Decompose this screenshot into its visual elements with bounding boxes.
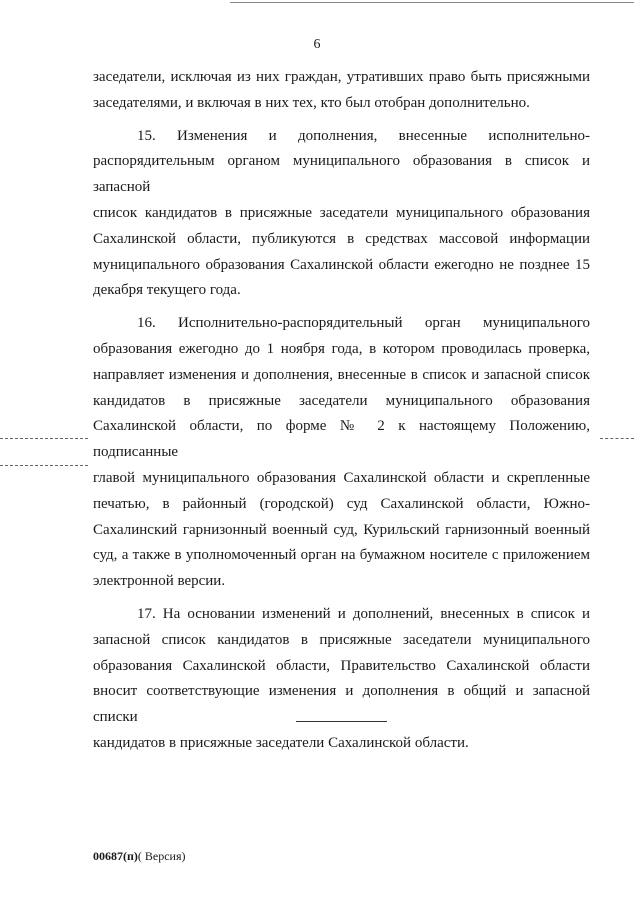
item15-line: 15. Изменения и дополнения, внесенные исполнительно- bbox=[137, 127, 590, 144]
item16-line: направляет изменения и дополнения, внесенные в список и запасной список bbox=[93, 366, 590, 383]
scan-fold-mark-left bbox=[0, 465, 88, 466]
continuation-line: заседателями, и включая в них тех, кто был отобран дополнительно. bbox=[93, 94, 530, 111]
continuation-line: заседатели, исключая из них граждан, утративших право быть присяжными bbox=[93, 69, 590, 85]
item17-line: запасной список кандидатов в присяжные заседатели муниципального bbox=[93, 631, 590, 648]
item16-line: Сахалинской области, по форме № 2 к настоящему Положению, подписанные bbox=[93, 418, 590, 461]
version-label: ( Версия) bbox=[137, 849, 186, 863]
scan-fold-mark-right bbox=[600, 438, 634, 439]
page-number: 6 bbox=[313, 37, 321, 52]
item16-line: главой муниципального образования Сахалинской области и скрепленные bbox=[93, 469, 590, 486]
item16-line: 16. Исполнительно-распорядительный орган муниципального bbox=[137, 315, 590, 332]
item15-line: список кандидатов в присяжные заседатели муниципального образования bbox=[93, 204, 590, 221]
document-code: 00687(п) bbox=[93, 849, 138, 863]
item15-line: распорядительным органом муниципального образования в список и запасной bbox=[93, 153, 590, 196]
document-body bbox=[93, 65, 590, 757]
item17-line: вносит соответствующие изменения и дополнения в общий и запасной списки bbox=[93, 683, 590, 726]
footer-version bbox=[93, 849, 186, 864]
item17-line: кандидатов в присяжные заседатели Сахалинской области. bbox=[93, 734, 469, 751]
item16-line: кандидатов в присяжные заседатели муниципального образования bbox=[93, 392, 590, 409]
item15-line: муниципального образования Сахалинской области ежегодно не позднее 15 bbox=[93, 256, 590, 273]
item17-line: образования Сахалинской области, Правительство Сахалинской области bbox=[93, 657, 590, 674]
end-separator-line bbox=[296, 721, 387, 722]
item15-line: Сахалинской области, публикуются в средствах массовой информации bbox=[93, 230, 590, 247]
item16-line: печатью, в районный (городской) суд Сахалинской области, Южно- bbox=[93, 495, 590, 512]
scan-top-edge-line bbox=[230, 2, 634, 3]
item16-line: образования ежегодно до 1 ноября года, в котором проводилась проверка, bbox=[93, 340, 590, 357]
item16-line: электронной версии. bbox=[93, 573, 226, 590]
item16-line: Сахалинский гарнизонный военный суд, Курильский гарнизонный военный bbox=[93, 521, 590, 538]
item17-line: 17. На основании изменений и дополнений, внесенных в список и bbox=[137, 605, 590, 622]
scan-fold-mark-left bbox=[0, 438, 88, 439]
item16-line: суд, а также в уполномоченный орган на бумажном носителе с приложением bbox=[93, 547, 590, 564]
item15-line: декабря текущего года. bbox=[93, 282, 241, 299]
